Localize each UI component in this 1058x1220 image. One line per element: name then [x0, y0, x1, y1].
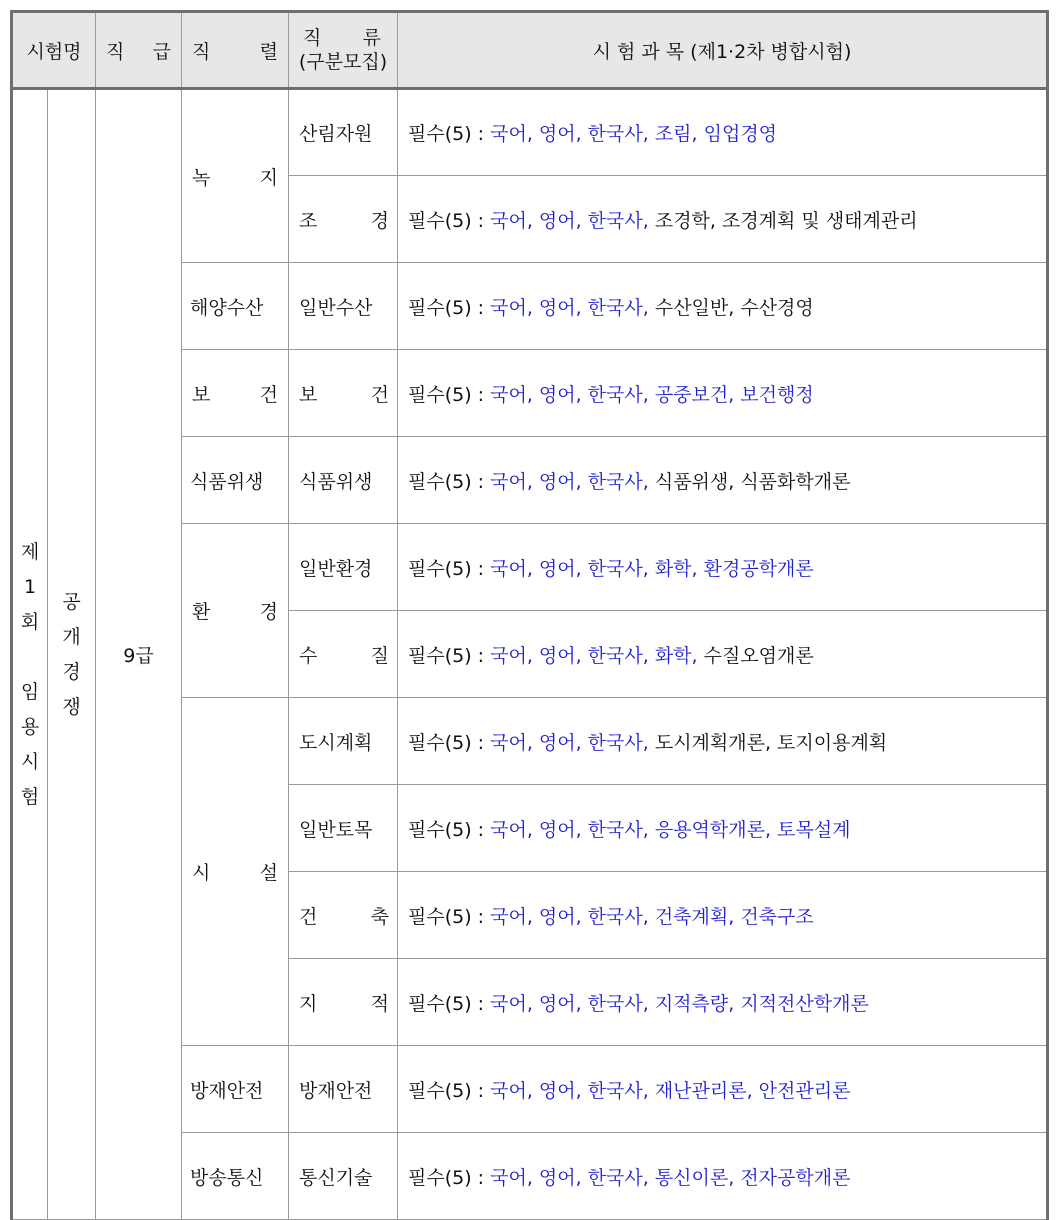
- subjects-cell: 필수(5) : 국어, 영어, 한국사, 수산일반, 수산경영: [398, 263, 1048, 350]
- category-cell: 식품위생: [289, 437, 398, 524]
- series-cell: 방재안전: [182, 1046, 289, 1133]
- subjects-cell: 필수(5) : 국어, 영어, 한국사, 조림, 임업경영: [398, 89, 1048, 176]
- series-cell: 보 건: [182, 350, 289, 437]
- table-header-row: [12, 12, 1048, 89]
- category-cell: 보 건: [289, 350, 398, 437]
- category-cell: 통신기술: [289, 1133, 398, 1220]
- subjects-cell: 필수(5) : 국어, 영어, 한국사, 지적측량, 지적전산학개론: [398, 959, 1048, 1046]
- series-cell: 시 설: [182, 698, 289, 1046]
- subjects-cell: 필수(5) : 국어, 영어, 한국사, 화학, 환경공학개론: [398, 524, 1048, 611]
- subjects-cell: 필수(5) : 국어, 영어, 한국사, 공중보건, 보건행정: [398, 350, 1048, 437]
- subjects-cell: 필수(5) : 국어, 영어, 한국사, 재난관리론, 안전관리론: [398, 1046, 1048, 1133]
- subjects-cell: 필수(5) : 국어, 영어, 한국사, 건축계획, 건축구조: [398, 872, 1048, 959]
- exam-round-cell: 제 1 회 임 용 시 험: [12, 89, 48, 1220]
- category-cell: 수 질: [289, 611, 398, 698]
- category-cell: 지 적: [289, 959, 398, 1046]
- header-grade: 직 급: [96, 12, 182, 89]
- subjects-cell: 필수(5) : 국어, 영어, 한국사, 도시계획개론, 토지이용계획: [398, 698, 1048, 785]
- category-cell: 일반토목: [289, 785, 398, 872]
- series-cell: 식품위생: [182, 437, 289, 524]
- category-cell: 도시계획: [289, 698, 398, 785]
- header-subjects: 시 험 과 목 (제1·2차 병합시험): [398, 12, 1048, 89]
- header-category: 직 류 (구분모집): [289, 12, 398, 89]
- series-cell: 해양수산: [182, 263, 289, 350]
- subjects-cell: 필수(5) : 국어, 영어, 한국사, 식품위생, 식품화학개론: [398, 437, 1048, 524]
- header-exam-name: 시험명: [12, 12, 96, 89]
- series-cell: 환 경: [182, 524, 289, 698]
- grade-cell: 9급: [96, 89, 182, 1220]
- category-cell: 일반수산: [289, 263, 398, 350]
- category-cell: 일반환경: [289, 524, 398, 611]
- exam-type-cell: 공 개 경 쟁: [48, 89, 96, 1220]
- exam-subjects-table: [10, 10, 1049, 1220]
- table-row: [12, 89, 1048, 176]
- series-cell: 녹 지: [182, 89, 289, 263]
- subjects-cell: 필수(5) : 국어, 영어, 한국사, 조경학, 조경계획 및 생태계관리: [398, 176, 1048, 263]
- category-cell: 방재안전: [289, 1046, 398, 1133]
- subjects-cell: 필수(5) : 국어, 영어, 한국사, 화학, 수질오염개론: [398, 611, 1048, 698]
- category-cell: 건 축: [289, 872, 398, 959]
- header-series: 직 렬: [182, 12, 289, 89]
- series-cell: 방송통신: [182, 1133, 289, 1220]
- subjects-cell: 필수(5) : 국어, 영어, 한국사, 응용역학개론, 토목설계: [398, 785, 1048, 872]
- category-cell: 산림자원: [289, 89, 398, 176]
- subjects-cell: 필수(5) : 국어, 영어, 한국사, 통신이론, 전자공학개론: [398, 1133, 1048, 1220]
- category-cell: 조 경: [289, 176, 398, 263]
